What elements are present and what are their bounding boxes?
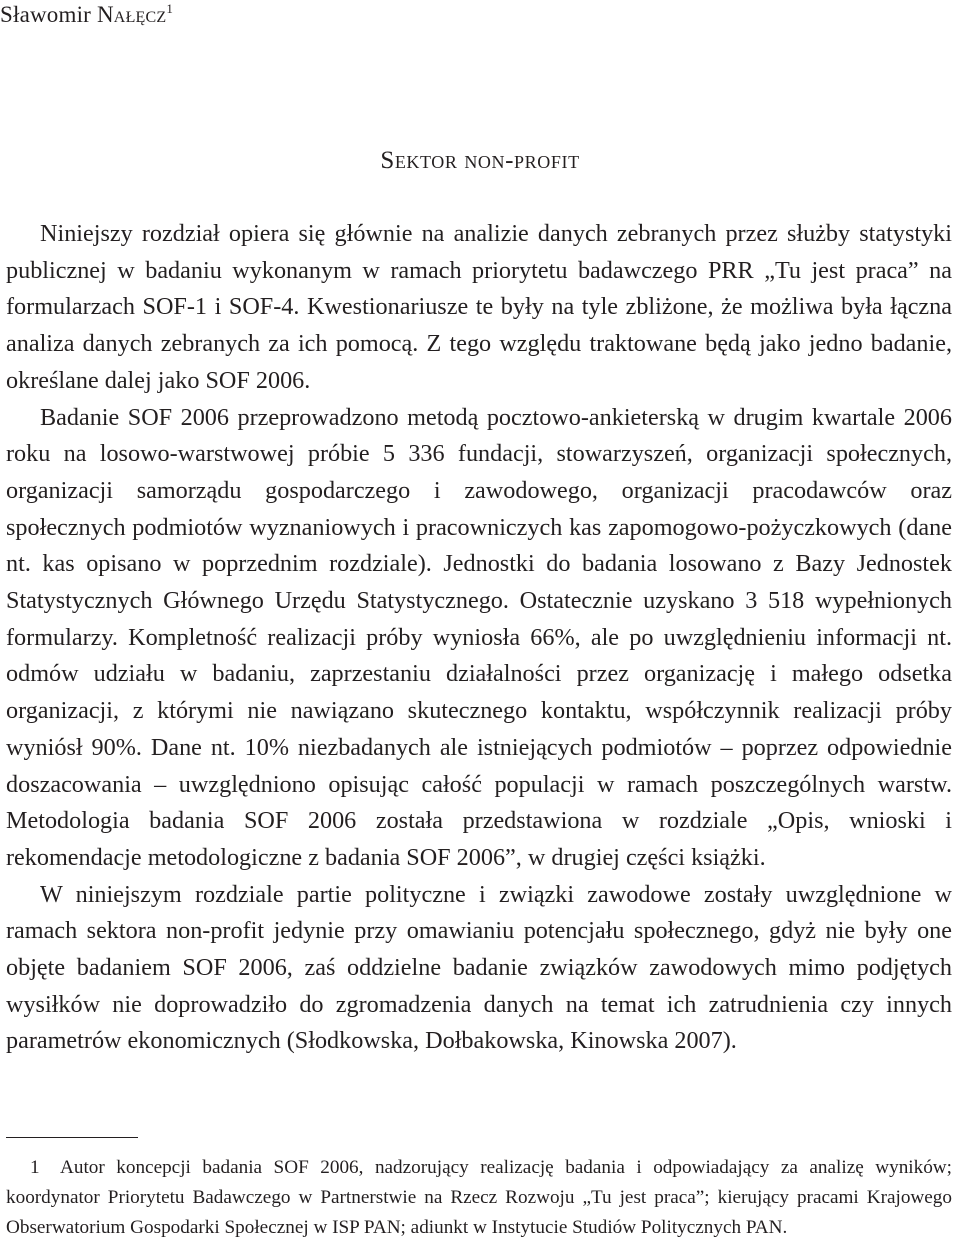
paragraph-2: Badanie SOF 2006 przeprowadzono metodą pocztowo-ankieterską w drugim kwartale 2006 roku na losowo-warstwowej próbie 5 336 fundacji, stowarzyszeń, organizacji społecznych, organizacji samorządu gospodarczego i zawodowego, organizacji pracodawców oraz społecznych podmiotów wyznaniowych i pracowniczych kas zapomogowo-pożyczkowych (dane nt. kas opisano w poprzednim rozdziale). Jednostki do badania losowano z Bazy Jednostek Statystycznych Głównego Urzędu Statystycznego. Ostatecznie uzyskano 3 518 wypełnionych formularzy. Kompletność realizacji próby wyniosła 66%, ale po uwzględnieniu informacji nt. odmów udziału w badaniu, zaprzestaniu działalności przez organizację i małego odsetka organizacji, z którymi nie nawiązano skutecznego kontaktu, współczynnik realizacji próby wyniósł 90%. Dane nt. 10% niezbadanych ale istniejących podmiotów – poprzez odpowiednie doszacowania – uwzględniono opisując całość populacji w ramach poszczególnych warstw. Metodologia badania SOF 2006 została przedstawiona w rozdziale „Opis, wnioski i rekomendacje metodologiczne z badania SOF 2006”, w drugiej części książki. — [6, 403, 952, 871]
author-first-name: Sławomir — [0, 2, 92, 27]
author-last-name: Nałęcz — [97, 2, 167, 27]
section-title: Sektor non-profit — [380, 147, 580, 174]
paragraph-3: W niniejszym rozdziale partie polityczne i związki zawodowe zostały uwzględnione w ramach sektora non-profit jedynie przy omawianiu potencjału społecznego, gdyż nie były one objęte badaniem SOF 2006, zaś oddzielne badanie związków zawodowych mimo podjętych wysiłków nie doprowadziło do zgromadzenia danych na temat ich zatrudnienia czy innych parametrów ekonomicznych (Słodkowska, Dołbakowska, Kinowska 2007). — [6, 880, 952, 1055]
footnote-reference: 1 — [166, 1, 174, 16]
footnote-separator — [6, 1137, 138, 1138]
body-text — [6, 216, 952, 1060]
footnote-text: Autor koncepcji badania SOF 2006, nadzorujący realizację badania i odpowiadający za analizę wyników; koordynator Priorytetu Badawczego w Partnerstwie na Rzecz Rozwoju „Tu jest praca”; kierujący pracami Krajowego Obserwatorium Gospodarki Społecznej w ISP PAN; adiunkt w Instytucie Studiów Politycznych PAN. — [6, 1157, 952, 1238]
footnote-mark: 1 — [30, 1157, 40, 1178]
footnote — [6, 1153, 952, 1243]
running-header-author — [0, 0, 173, 30]
paragraph-1: Niniejszy rozdział opiera się głównie na analizie danych zebranych przez służby statystyki publicznej w badaniu wykonanym w ramach priorytetu badawczego PRR „Tu jest praca” na formularzach SOF-1 i SOF-4. Kwestionariusze te były na tyle zbliżone, że możliwa była łączna analiza danych zebranych za ich pomocą. Z tego względu traktowane będą jako jedno badanie, określane dalej jako SOF 2006. — [6, 220, 952, 394]
